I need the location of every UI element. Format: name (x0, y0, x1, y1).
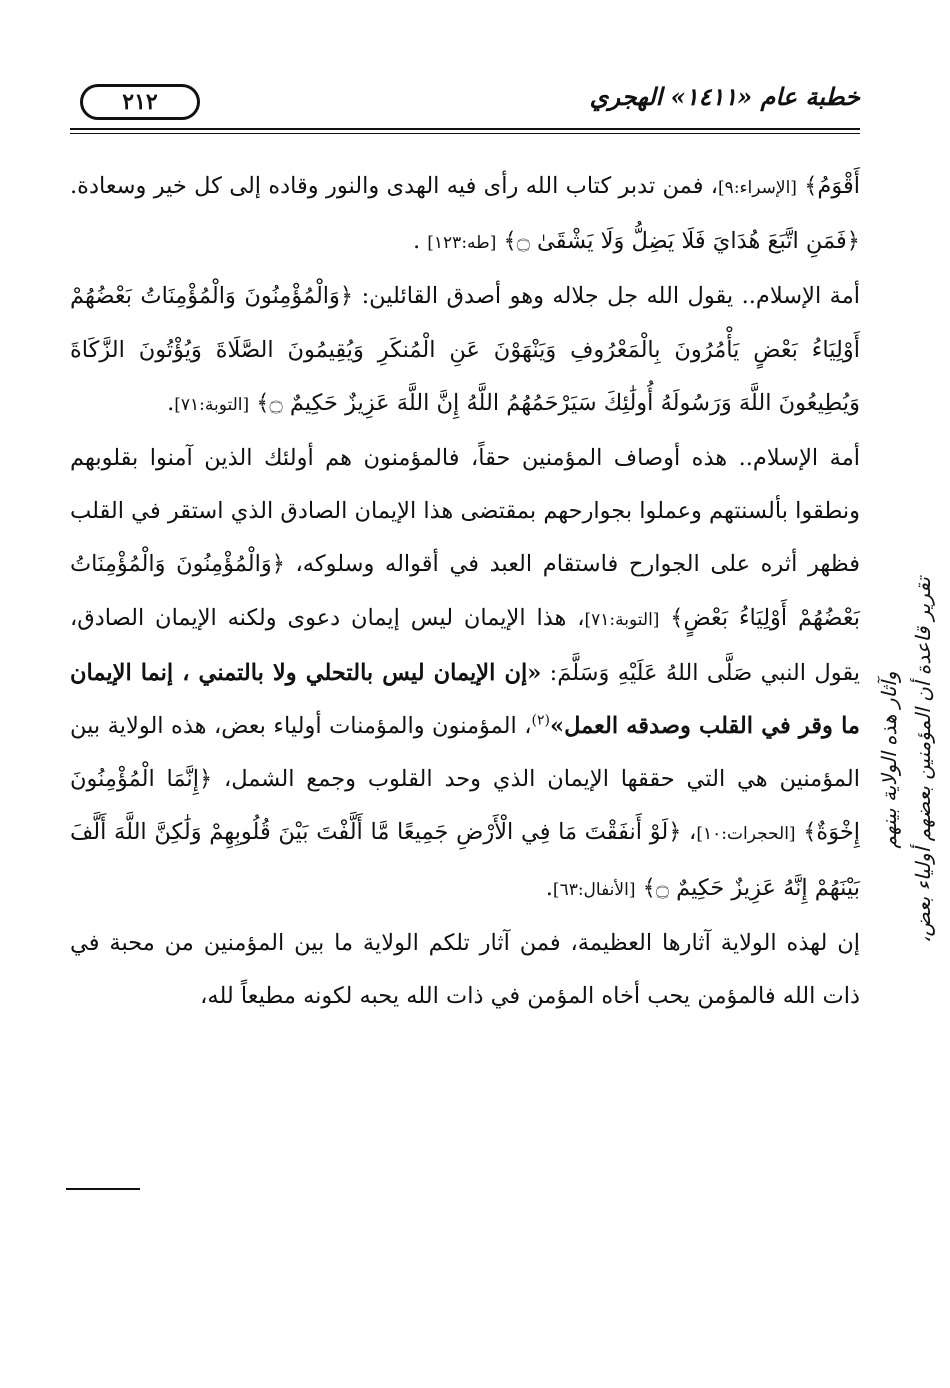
header-divider-thin (70, 133, 860, 134)
text-segment: ، المؤمنون والمؤمنات أولياء بعض، هذه الولاية بين المؤمنين هي التي حققها الإيمان الذي وحد القلوب وجمع الشمل، (70, 713, 860, 793)
verse-reference: [طه:١٢٣] (427, 233, 497, 254)
paragraph (70, 270, 860, 432)
text-segment: . (545, 874, 553, 901)
header-divider (70, 128, 860, 130)
quran-verse: ﴿لَوْ أَنفَقْتَ مَا فِي الْأَرْضِ جَمِيعًا مَّا أَلَّفْتَ بَيْنَ قُلُوبِهِمْ وَلَٰكِنَّ اللَّهَ أَلَّفَ بَيْنَهُمْ إِنَّهُ عَزِيزٌ حَكِيمٌ ۝﴾ (70, 819, 860, 901)
marginal-note-text (872, 577, 940, 943)
verse-reference: [التوبة:٧١] (174, 394, 250, 415)
paragraph (70, 160, 860, 270)
text-segment: ، (681, 819, 697, 846)
quran-verse: أَقْوَمُ﴾ (796, 173, 860, 199)
quran-verse: ﴿فَمَنِ اتَّبَعَ هُدَايَ فَلَا يَضِلُّ وَلَا يَشْقَىٰ ۝﴾ (496, 228, 860, 255)
paragraph (70, 917, 860, 1023)
text-segment: إن لهذه الولاية آثارها العظيمة، فمن آثار تلكم الولاية ما بين المؤمنين من محبة في ذات الله فالمؤمن يحب أخاه المؤمن في ذات الله يحبه لكونه مطيعاً لله، (70, 929, 860, 1010)
marginal-note (866, 545, 946, 975)
text-segment: ، فمن تدبر كتاب الله رأى فيه الهدى والنور وقاده إلى كل خير وسعادة. (70, 173, 719, 199)
verse-reference: [الأنفال:٦٣] (552, 879, 636, 900)
page-number: ٢١٢ (80, 84, 200, 120)
verse-reference: [الإسراء:٩] (718, 178, 797, 198)
quran-verse: ﴿وَالْمُؤْمِنُونَ وَالْمُؤْمِنَاتُ بَعْضُهُمْ أَوْلِيَاءُ بَعْضٍ﴾ (70, 551, 860, 631)
main-text (70, 160, 860, 1023)
hadith-quote: «إن الإيمان ليس بالتحلي ولا بالتمني ، إنما الإيمان ما وقر في القلب وصدقه العمل» (70, 659, 860, 740)
quran-verse: ﴿إِنَّمَا الْمُؤْمِنُونَ إِخْوَةٌ﴾ (70, 766, 860, 846)
quran-verse: ﴿وَالْمُؤْمِنُونَ وَالْمُؤْمِنَاتُ بَعْضُهُمْ أَوْلِيَاءُ بَعْضٍ يَأْمُرُونَ بِالْمَعْرُوفِ وَيَنْهَوْنَ عَنِ الْمُنكَرِ وَيُقِيمُونَ الصَّلَاةَ وَيُؤْتُونَ الزَّكَاةَ وَيُطِيعُونَ اللَّهَ وَرَسُولَهُ أُولَٰئِكَ سَيَرْحَمُهُمُ اللَّهُ إِنَّ اللَّهَ عَزِيزٌ حَكِيمٌ ۝﴾ (70, 283, 860, 416)
marginal-note-line: تقرير قاعدة أن المؤمنين بعضهم أولياء بعض، (911, 577, 935, 943)
text-segment: أمة الإسلام.. هذه أوصاف المؤمنين حقاً، فالمؤمنون هم أولئك الذين آمنوا بقلوبهم ونطقوا بألسنتهم وعملوا بجوارحهم بمقتضى هذا الإيمان الصادق الذي استقر في القلب فظهر أثره على الجوارح فاستقام العبد في أقواله وسلوكه، (70, 445, 860, 578)
text-segment: أمة الإسلام.. يقول الله جل جلاله وهو أصدق القائلين: (353, 283, 861, 310)
verse-reference: [التوبة:٧١] (584, 609, 660, 630)
page-header (70, 78, 860, 130)
text-segment: ، هذا الإيمان ليس إيمان دعوى ولكنه الإيمان الصادق، يقول النبي صَلَّى اللهُ عَلَيْهِ وَسَلَّمَ: (70, 604, 861, 686)
marginal-note-line: وآثار هذه الولاية بينهم (877, 671, 901, 849)
book-title: خطبة عام «١٤١١» الهجري (589, 82, 860, 111)
verse-reference: [الحجرات:١٠] (696, 824, 796, 845)
text-segment: . (412, 228, 428, 255)
text-segment: . (167, 389, 175, 416)
paragraph (70, 432, 860, 917)
footnote-marker: (٢) (531, 712, 550, 729)
underline-mark (66, 1188, 140, 1190)
